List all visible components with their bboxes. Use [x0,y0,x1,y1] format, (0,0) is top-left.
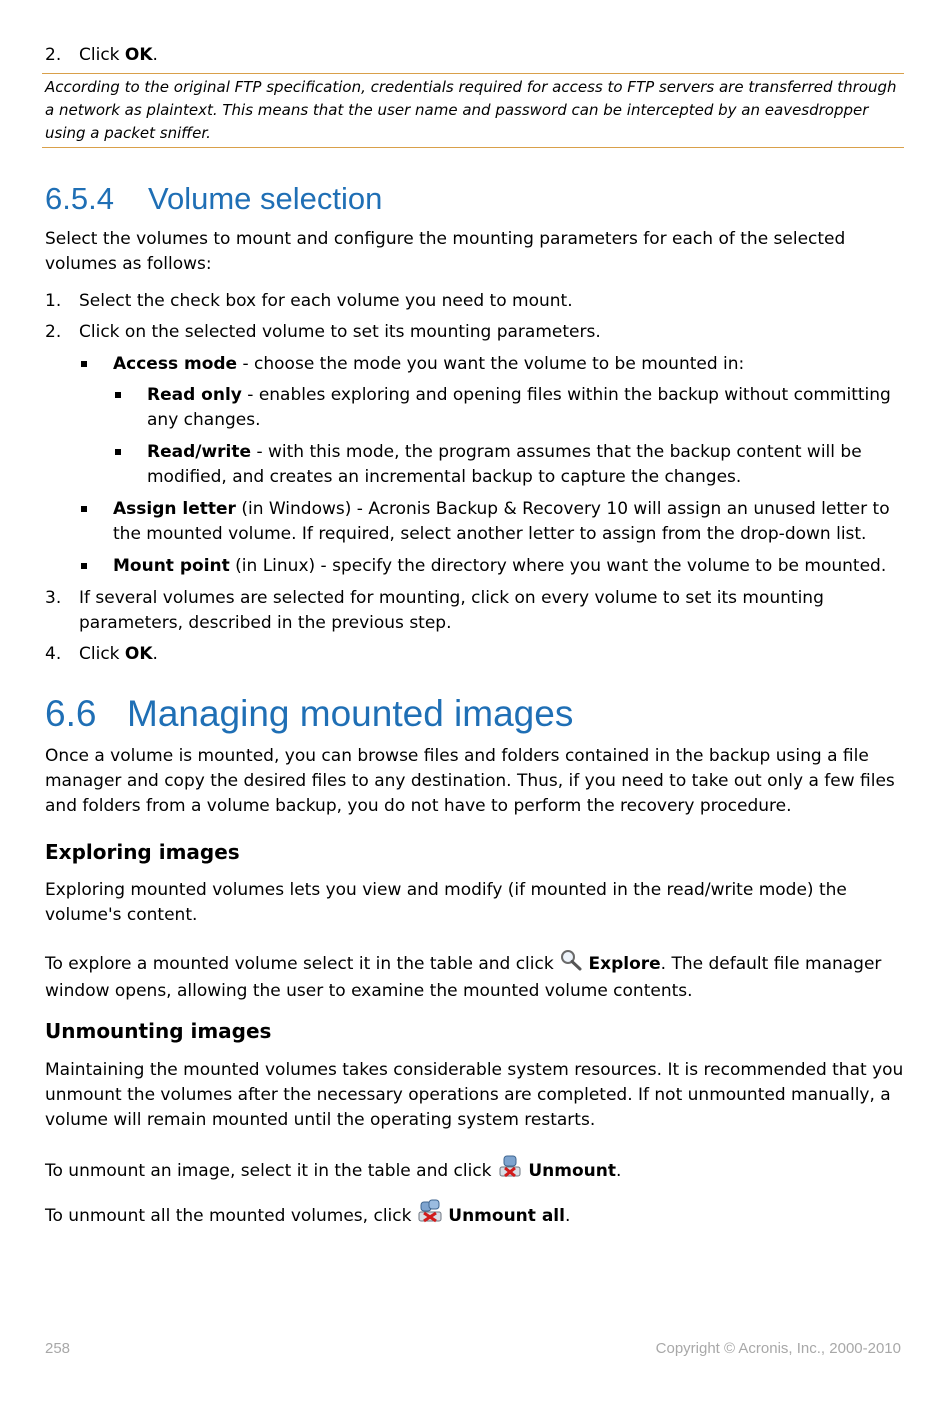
bullet-read-only: Read only - enables exploring and opening files within the backup without committing any changes. [147,385,891,430]
bullet-access-mode: Access mode - choose the mode you want the volume to be mounted in: [113,354,745,374]
step-number: 4. [45,644,62,664]
copyright-notice: Copyright © Acronis, Inc., 2000-2010 [655,1340,901,1357]
exploring-instructions: To explore a mounted volume select it in the table and click Explore. The default file manager window opens, allowing the user to examine the mounted volume contents. [45,949,905,1004]
bullet-marker [115,449,121,455]
step-number: 3. [45,588,62,608]
bullet-marker [115,392,121,398]
note-bottom-rule [42,147,904,148]
unmount-all-instructions: To unmount all the mounted volumes, click Unmount all. [45,1199,905,1231]
bullet-read-write: Read/write - with this mode, the program assumes that the backup content will be modified, and creates an incremental backup to capture the changes. [147,442,862,487]
step-number: 2. [45,45,62,65]
step-text: Click on the selected volume to set its mounting parameters. [79,322,601,342]
section-intro: Select the volumes to mount and configure the mounting parameters for each of the selected volumes as follows: [45,229,846,274]
unmount-icon [497,1154,523,1186]
step-text: If several volumes are selected for mounting, click on every volume to set its mounting parameters, described in the previous step. [79,588,824,633]
note-top-rule [42,73,904,74]
section-heading-6-5-4: 6.5.4 Volume selection [45,181,383,216]
note-text: According to the original FTP specification, credentials required for access to FTP servers are transferred through a network as plaintext. This means that the user name and password can be intercepted by an eavesdropper using a packet sniffer. [45,78,897,142]
bullet-marker [81,361,87,367]
section-heading-6-6: 6.6 Managing mounted images [45,693,574,734]
explore-icon [559,949,583,979]
unmount-instructions: To unmount an image, select it in the table and click Unmount. [45,1154,905,1186]
step-number: 2. [45,322,62,342]
unmounting-paragraph: Maintaining the mounted volumes takes considerable system resources. It is recommended that you unmount the volumes after the necessary operations are completed. If not unmounted manually, a volume will remain mounted until the operating system restarts. [45,1060,904,1130]
step-number: 1. [45,291,62,311]
page-number: 258 [45,1340,71,1357]
exploring-paragraph: Exploring mounted volumes lets you view and modify (if mounted in the read/write mode) the volume's content. [45,880,847,925]
bullet-mount-point: Mount point (in Linux) - specify the directory where you want the volume to be mounted. [113,556,887,576]
step-text: Select the check box for each volume you need to mount. [79,291,573,311]
bullet-assign-letter: Assign letter (in Windows) - Acronis Backup & Recovery 10 will assign an unused letter to the mounted volume. If required, select another letter to assign from the drop-down list. [113,499,890,544]
bullet-marker [81,563,87,569]
step-text: Click OK. [79,45,158,65]
subheading-exploring-images: Exploring images [45,840,240,864]
bullet-marker [81,506,87,512]
unmount-all-icon [417,1199,443,1231]
subheading-unmounting-images: Unmounting images [45,1019,272,1043]
step-text: Click OK. [79,644,158,664]
section-intro: Once a volume is mounted, you can browse files and folders contained in the backup using a file manager and copy the desired files to any destination. Thus, if you need to take out only a few files and folders from a volume backup, you do not have to perform the recovery procedure. [45,746,895,816]
